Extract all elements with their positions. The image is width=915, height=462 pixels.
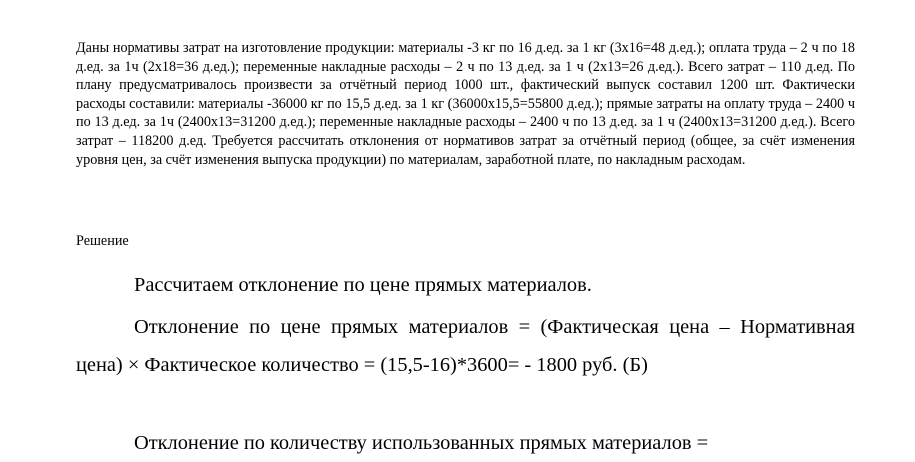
paragraph-price-deviation-formula: Отклонение по цене прямых материалов = (Фактическая цена – Нормативная цена) × Фактическое количество = (15,5-16)*3600= - 1800 руб. (Б) [76, 316, 855, 376]
paragraph-quantity-deviation: Отклонение по количеству использованных прямых материалов = [134, 432, 709, 454]
paragraph-price-deviation-intro: Рассчитаем отклонение по цене прямых материалов. [134, 274, 592, 296]
task-statement: Даны нормативы затрат на изготовление продукции: материалы -3 кг по 16 д.ед. за 1 кг (3х16=48 д.ед.); оплата труда – 2 ч по 18 д.ед. за 1ч (2х18=36 д.ед.); переменные накладные расходы – 2 ч по 13 д.ед. за 1 ч (2х13=26 д.ед.). Всего затрат – 110 д.ед. По плану предусматривалось произвести за отчётный период 1000 шт., фактический выпуск составил 1200 шт. Фактически расходы составили: материалы -36000 кг по 15,5 д.ед. за 1 кг (36000х15,5=55800 д.ед.); прямые затраты на оплату труда – 2400 ч по 13 д.ед. за 1ч (2400х13=31200 д.ед.); переменные накладные расходы – 2400 ч по 13 д.ед. за 1 ч (2400х13=31200 д.ед.). Всего затрат – 118200 д.ед. Требуется рассчитать отклонения от нормативов затрат за отчётный период (общее, за счёт изменения уровня цен, за счёт изменения выпуска продукции) по материалам, заработной плате, по накладным расходам. [76, 40, 855, 168]
solution-heading: Решение [76, 233, 129, 249]
